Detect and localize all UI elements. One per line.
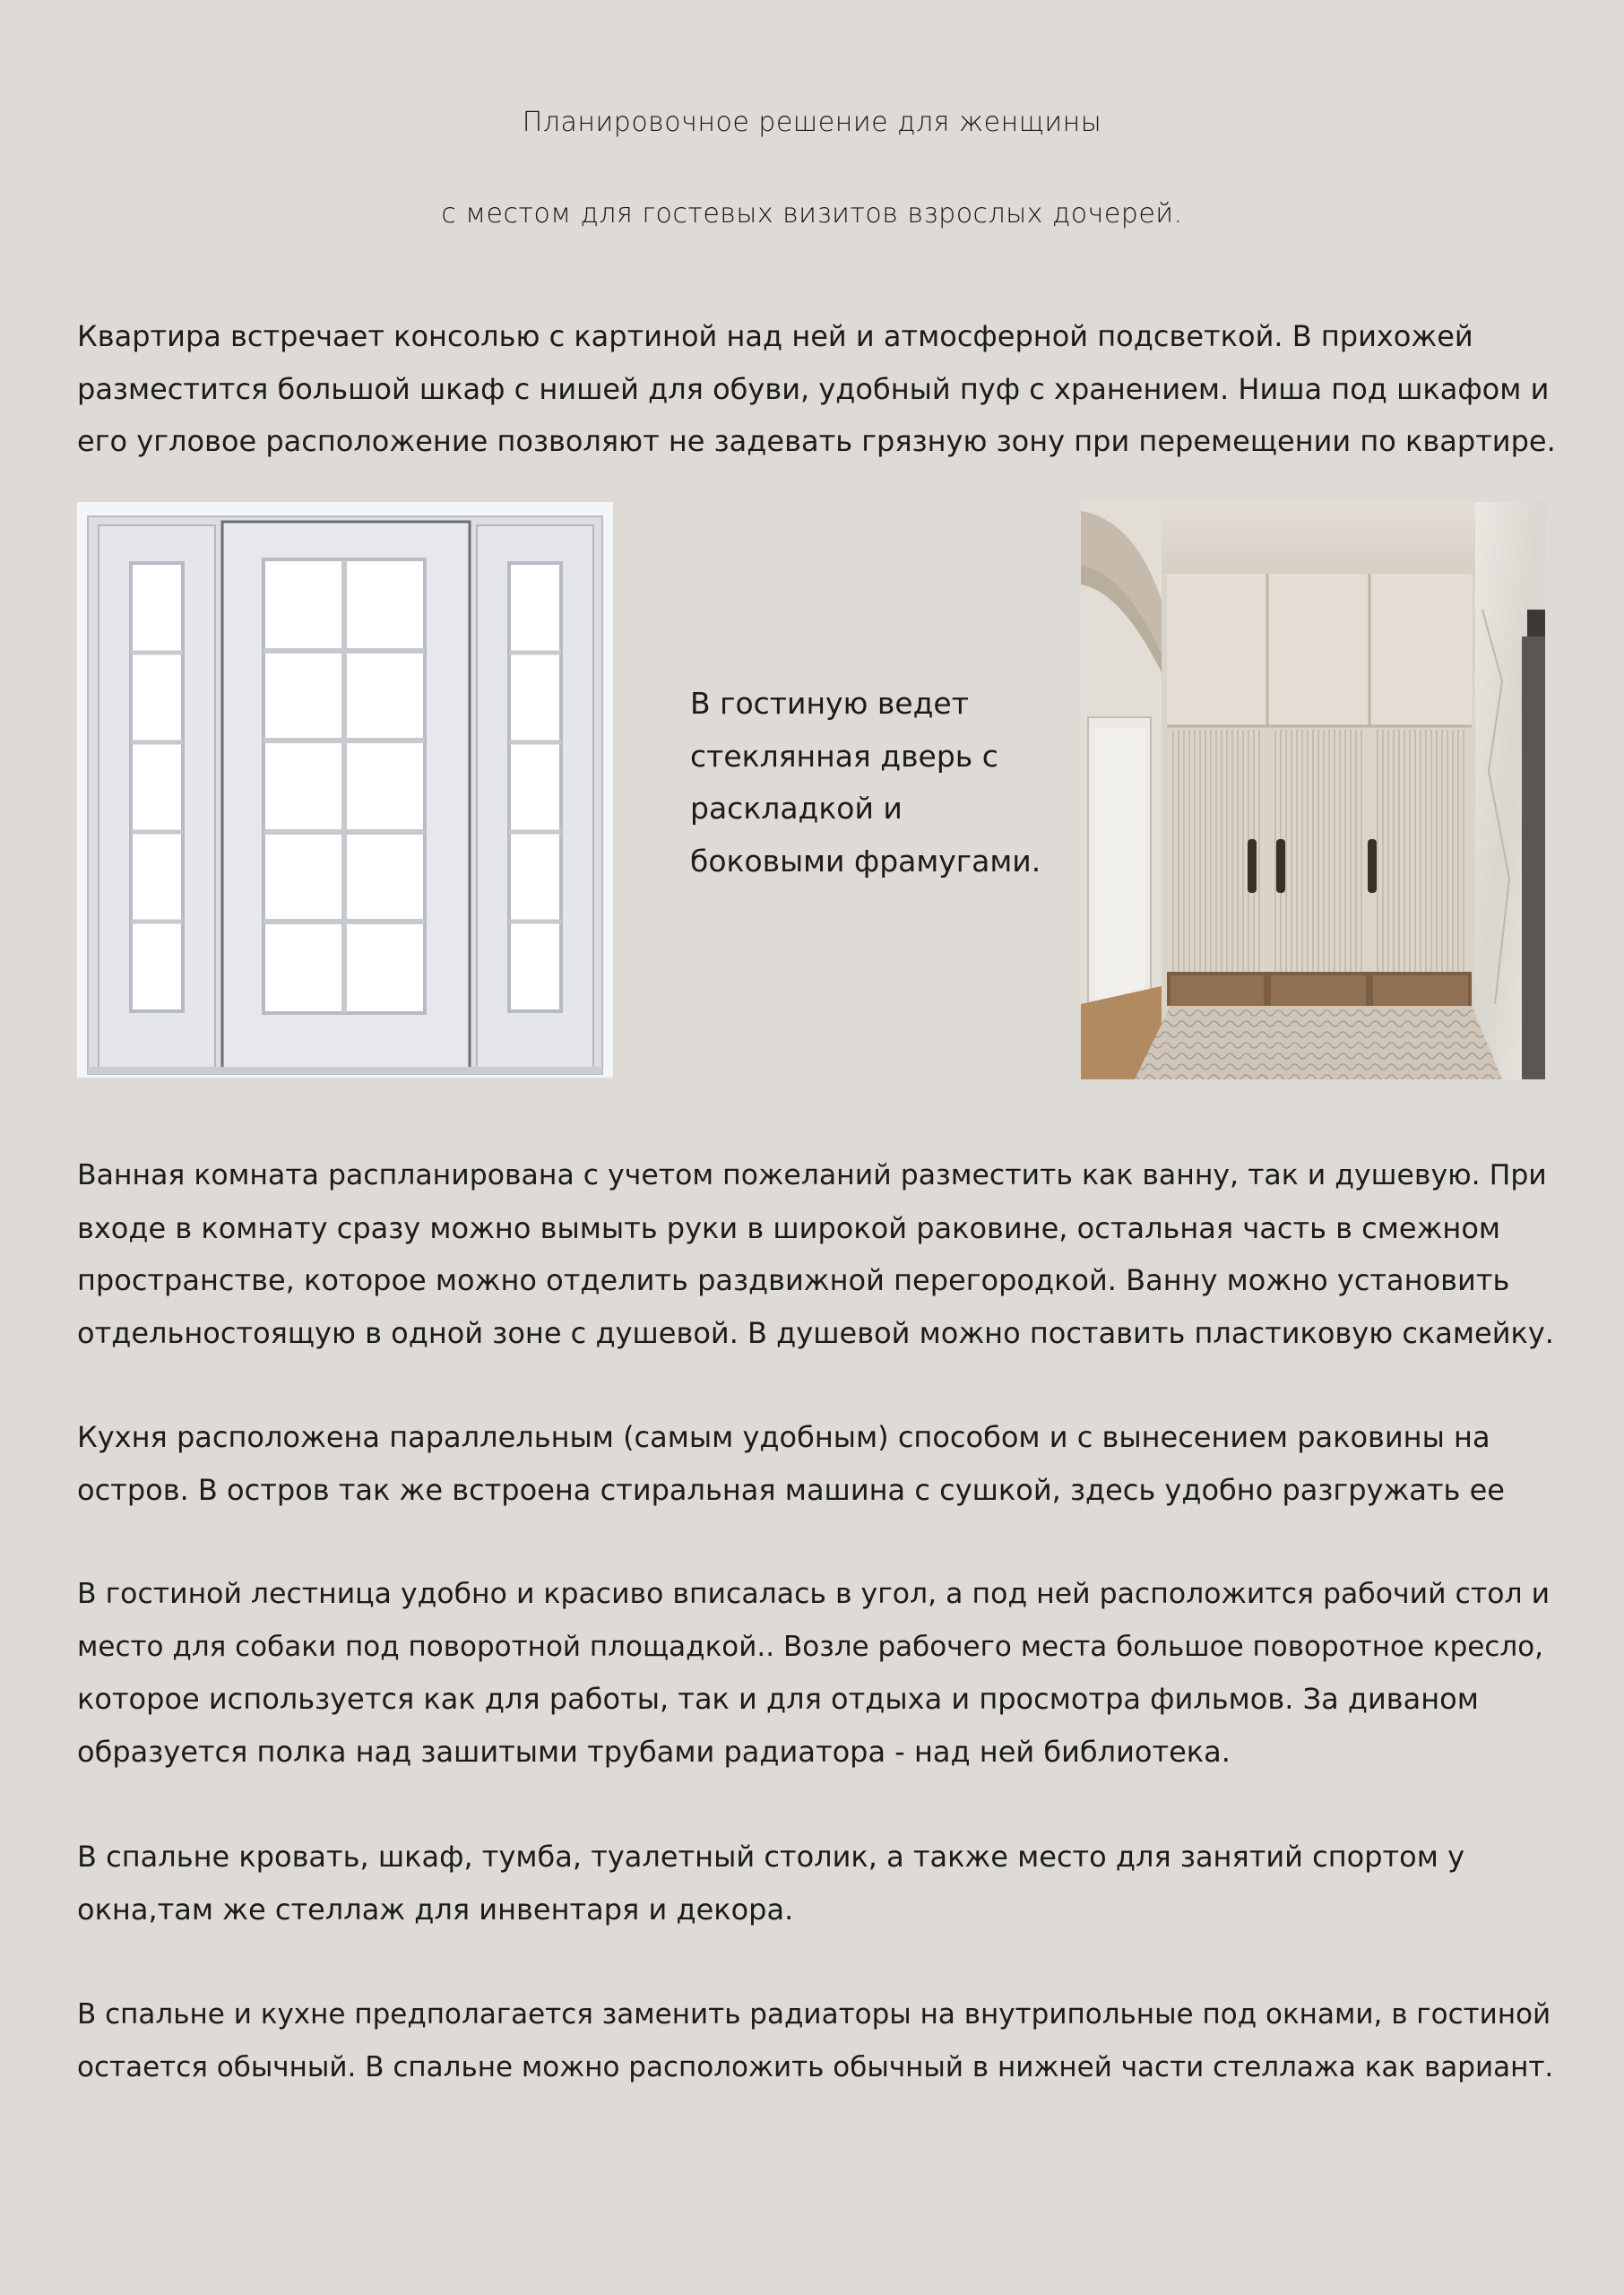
intro-line: Квартира встречает консолью с картиной над ней и атмосферной подсветкой. В прихожей: [77, 319, 1473, 353]
bathroom-line: пространстве, которое можно отделить раздвижной перегородкой. Ванну можно установить: [77, 1263, 1510, 1297]
hallway-wardrobe-image: [1081, 502, 1545, 1079]
living-room-paragraph: [77, 1568, 1565, 1778]
living-room-line: В гостиной лестница удобно и красиво вписалась в угол, а под ней расположится рабочий стол и: [77, 1578, 1551, 1610]
radiators-line: остается обычный. В спальне можно расположить обычный в нижней части стеллажа как вариант.: [77, 2050, 1554, 2083]
kitchen-line: остров. В остров так же встроена стиральная машина с сушкой, здесь удобно разгружать ее: [77, 1472, 1505, 1507]
intro-line: разместится большой шкаф с нишей для обуви, удобный пуф с хранением. Ниша под шкафом и: [77, 371, 1550, 406]
living-room-line: образуется полка над зашитыми трубами радиатора - над ней библиотека.: [77, 1734, 1231, 1769]
radiators-line: В спальне и кухне предполагается заменить радиаторы на внутрипольные под окнами, в гостиной: [77, 1998, 1551, 2031]
page-title-line-2: с местом для гостевых визитов взрослых дочерей.: [441, 198, 1183, 230]
door-caption-line: боковыми фрамугами.: [690, 843, 1041, 879]
kitchen-paragraph: [77, 1411, 1565, 1516]
living-room-line: которое используется как для работы, так и для отдыха и просмотра фильмов. За диваном: [77, 1682, 1479, 1716]
glass-door-image: [77, 502, 613, 1078]
door-caption: [690, 678, 1041, 888]
intro-line: его угловое расположение позволяют не задевать грязную зону при перемещении по квартире.: [77, 424, 1556, 458]
door-caption-line: стеклянная дверь с: [690, 738, 998, 774]
door-caption-line: В гостиную ведет: [690, 686, 969, 721]
bedroom-line: окна,там же стеллаж для инвентаря и декора.: [77, 1892, 794, 1927]
bathroom-line: входе в комнату сразу можно вымыть руки в широкой раковине, остальная часть в смежном: [77, 1210, 1501, 1245]
bedroom-line: В спальне кровать, шкаф, тумба, туалетный столик, а также место для занятий спортом у: [77, 1840, 1464, 1874]
radiators-paragraph: [77, 1988, 1565, 2093]
door-caption-line: раскладкой и: [690, 791, 903, 826]
bathroom-line: отдельностоящую в одной зоне с душевой. В душевой можно поставить пластиковую скамейку.: [77, 1315, 1554, 1350]
bedroom-paragraph: [77, 1831, 1565, 1936]
bathroom-paragraph: [77, 1149, 1565, 1359]
bathroom-line: Ванная комната распланирована с учетом пожеланий разместить как ванну, так и душевую. При: [77, 1159, 1547, 1191]
kitchen-line: Кухня расположена параллельным (самым удобным) способом и с вынесением раковины на: [77, 1420, 1490, 1454]
living-room-line: место для собаки под поворотной площадкой.. Возле рабочего места большое поворотное кресло,: [77, 1630, 1544, 1663]
intro-paragraph: [77, 310, 1565, 468]
page-title-line-1: Планировочное решение для женщины: [522, 107, 1102, 138]
